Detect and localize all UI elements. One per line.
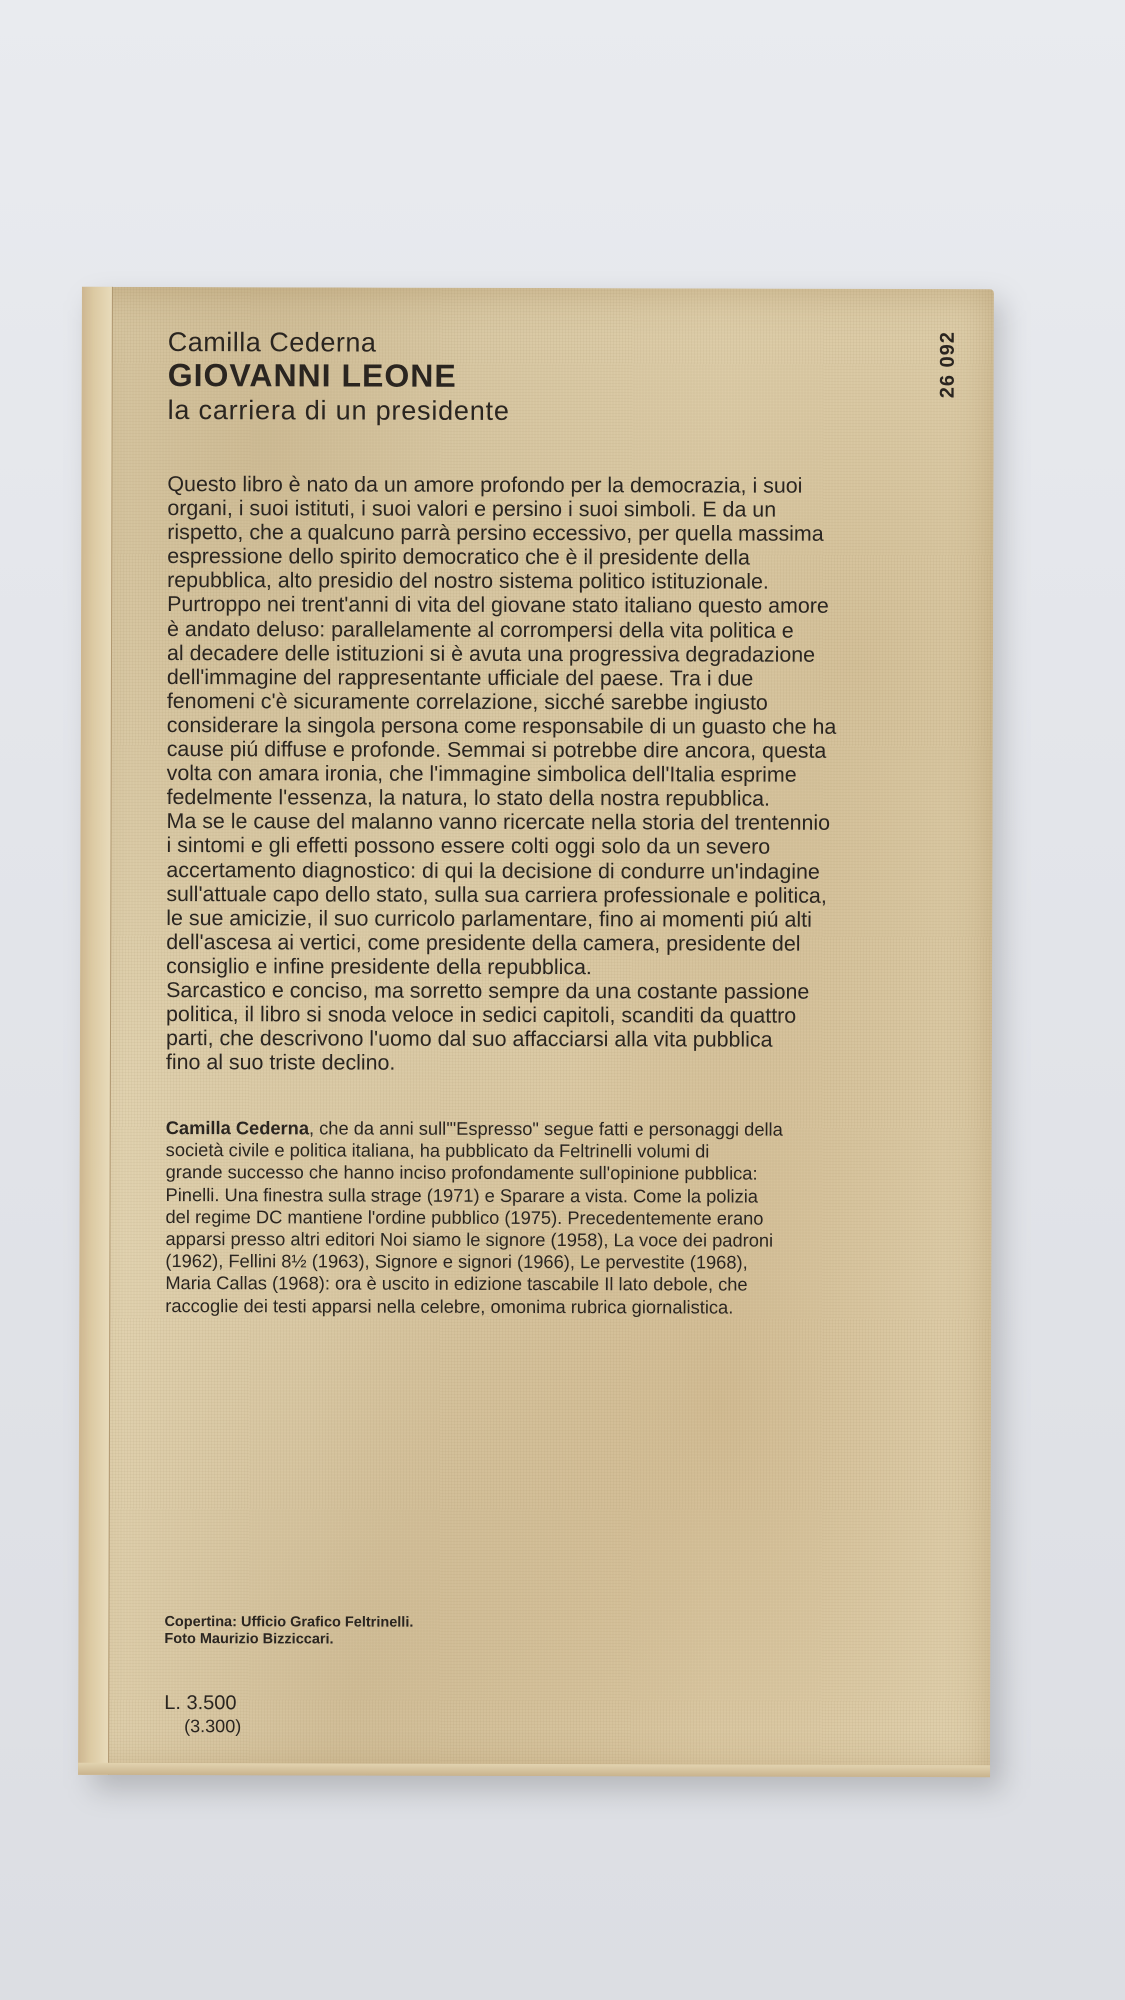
book-bottom-edge: [78, 1763, 990, 1777]
blurb-line: rispetto, che a qualcuno parrà persino eccessivo, per quella massima: [167, 520, 824, 546]
blurb-line: volta con amara ironia, che l'immagine simbolica dell'Italia esprime: [166, 761, 797, 787]
bio-line: Pinelli. Una finestra sulla strage (1971) e Sparare a vista. Come la polizia: [165, 1183, 759, 1207]
blurb-line: Purtroppo nei trent'anni di vita del giovane stato italiano questo amore: [167, 592, 829, 619]
bio-line: società civile e politica italiana, ha pubblicato da Feltrinelli volumi di: [165, 1139, 710, 1162]
blurb-line: accertamento diagnostico: di qui la decisione di condurre un'indagine: [166, 857, 820, 884]
blurb-line: Questo libro è nato da un amore profondo per la democrazia, i suoi: [167, 472, 803, 498]
blurb-line: dell'immagine del rappresentante ufficiale del paese. Tra i due: [166, 664, 754, 691]
book-page-edge: [78, 287, 113, 1775]
blurb-line: politica, il libro si snoda veloce in sedici capitoli, scanditi da quattro: [166, 1002, 797, 1028]
blurb-line: i sintomi e gli effetti possono essere colti oggi solo da un severo: [166, 833, 771, 860]
credits-cover-design: Copertina: Ufficio Grafico Feltrinelli.: [164, 1614, 414, 1631]
bio-text: , che da anni sull'"Espresso" segue fatti e personaggi della: [308, 1117, 783, 1140]
author-name: Camilla Cederna: [167, 327, 377, 358]
blurb-line: fedelmente l'essenza, la natura, lo stato della nostra repubblica.: [166, 785, 771, 811]
blurb-line: fino al suo triste declino.: [165, 1050, 396, 1075]
blurb-line: fenomeni c'è sicuramente correlazione, sicché sarebbe ingiusto: [166, 688, 768, 715]
blurb-line: le sue amicizie, il suo curricolo parlamentare, fino ai momenti piú alti: [166, 905, 812, 932]
bio-line: Maria Callas (1968): ora è uscito in edizione tascabile Il lato debole, che: [165, 1272, 748, 1295]
blurb-line: espressione dello spirito democratico che è il presidente della: [167, 544, 750, 570]
book-title: GIOVANNI LEONE: [167, 357, 457, 394]
blurb-line: sull'attuale capo dello stato, sulla sua carriera professionale e politica,: [166, 881, 827, 908]
blurb-line: è andato deluso: parallelamente al corrompersi della vita politica e: [167, 616, 794, 643]
price-block: [164, 1692, 241, 1738]
blurb-line: organi, i suoi istituti, i suoi valori e persino i suoi simboli. E da un: [167, 496, 777, 522]
bio-line: [166, 1117, 956, 1141]
author-bio: [165, 1117, 956, 1319]
book-subtitle: la carriera di un presidente: [167, 395, 510, 426]
catalog-code: 26 092: [936, 331, 959, 399]
blurb-line: considerare la singola persona come responsabile di un guasto che ha: [166, 712, 837, 739]
price-main: L. 3.500: [164, 1692, 237, 1715]
bio-line: grande successo che hanno inciso profondamente sull'opinione pubblica:: [165, 1161, 758, 1184]
credits-photo: Foto Maurizio Bizziccari.: [164, 1631, 334, 1648]
bio-line: raccoglie dei testi apparsi nella celebre, omonima rubrica giornalistica.: [165, 1294, 734, 1318]
bio-author-name: Camilla Cederna: [165, 1117, 310, 1139]
bio-line: apparsi presso altri editori Noi siamo le signore (1958), La voce dei padroni: [165, 1228, 774, 1251]
blurb-line: parti, che descrivono l'uomo dal suo affacciarsi alla vita pubblica: [165, 1026, 773, 1052]
blurb-line: repubblica, alto presidio del nostro sistema politico istituzionale.: [167, 568, 769, 594]
bio-line: (1962), Fellini 8½ (1963), Signore e signori (1966), Le pervestite (1968),: [165, 1250, 748, 1273]
blurb-line: dell'ascesa ai vertici, come presidente della camera, presidente del: [166, 929, 801, 956]
price-secondary: (3.300): [184, 1716, 242, 1737]
blurb-text: [166, 472, 958, 1076]
blurb-line: Ma se le cause del malanno vanno ricercate nella storia del trentennio: [166, 809, 831, 836]
blurb-line: consiglio e infine presidente della repubblica.: [166, 953, 592, 980]
book-back-cover: [78, 287, 994, 1777]
blurb-line: cause piú diffuse e profonde. Semmai si potrebbe dire ancora, questa: [166, 737, 827, 763]
bio-line: del regime DC mantiene l'ordine pubblico (1975). Precedentemente erano: [165, 1205, 764, 1229]
blurb-line: Sarcastico e conciso, ma sorretto sempre da una costante passione: [166, 978, 810, 1004]
blurb-line: al decadere delle istituzioni si è avuta una progressiva degradazione: [166, 640, 816, 667]
cover-credits: [164, 1614, 413, 1649]
